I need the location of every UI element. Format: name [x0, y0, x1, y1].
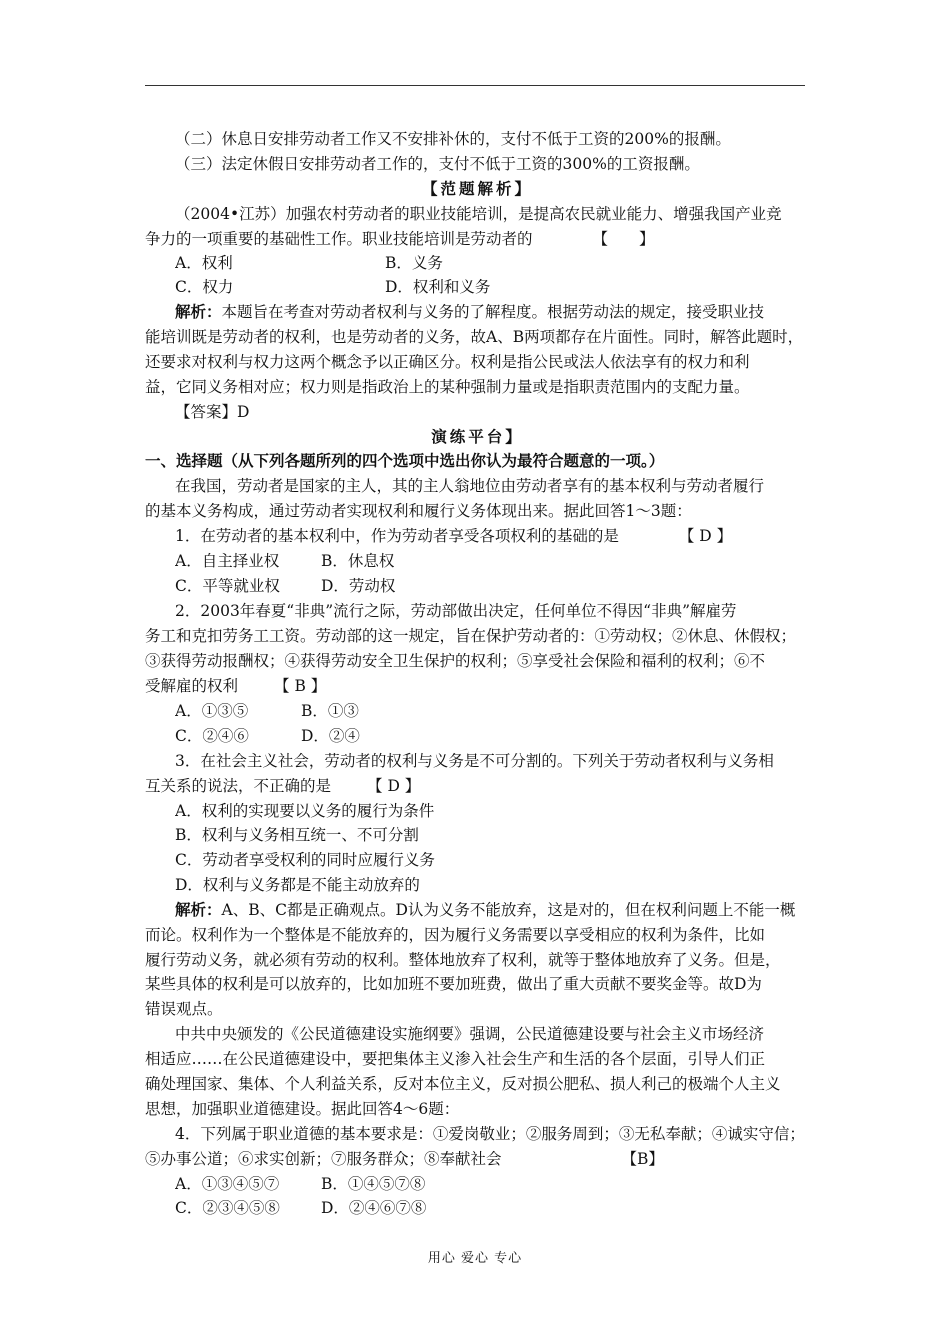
question-line: 3．在社会主义社会，劳动者的权利与义务是不可分割的。下列关于劳动者权利与义务相 — [175, 752, 774, 770]
text-line — [145, 673, 810, 699]
option: B．①④⑤⑦⑧ — [321, 1175, 426, 1193]
question-text: ⑤办事公道；⑥求实创新；⑦服务群众；⑧奉献社会 — [145, 1150, 502, 1168]
option-row — [175, 250, 810, 276]
text-line: 思想，加强职业道德建设。据此回答4～6题： — [145, 1100, 460, 1118]
text-line: 在我国，劳动者是国家的主人，其的主人翁地位由劳动者享有的基本权利与劳动者履行 — [175, 477, 765, 495]
question-line: 4．下列属于职业道德的基本要求是：①爱岗敬业；②服务周到；③无私奉献；④诚实守信； — [175, 1125, 805, 1143]
question-text: 受解雇的权利 — [145, 677, 239, 695]
text-line: 而论。权利作为一个整体是不能放弃的，因为履行义务需要以享受相应的权利为条件，比如 — [145, 926, 766, 944]
text-line: （三）法定休假日安排劳动者工作的，支付不低于工资的300%的工资报酬。 — [175, 155, 700, 173]
option-row — [175, 573, 810, 599]
option: D．劳动权 — [321, 577, 396, 595]
text-line: 还要求对权利与权力这两个概念予以正确区分。权利是指公民或法人依法享有的权力和利 — [145, 353, 750, 371]
option-row — [175, 1195, 810, 1221]
text-line: 务工和克扣劳务工工资。劳动部的这一规定，旨在保护劳动者的：①劳动权；②休息、休假权； — [145, 627, 797, 645]
analysis-label: 解析： — [175, 302, 222, 321]
answer-line: 【答案】D — [175, 403, 250, 421]
option: C．平等就业权 — [175, 577, 280, 595]
text-line — [175, 299, 810, 325]
option-row — [175, 1171, 810, 1197]
option: A．权利的实现要以义务的履行为条件 — [175, 802, 435, 820]
answer-bracket: 【 】 — [592, 230, 655, 248]
question-line — [175, 523, 810, 549]
option: A．①③⑤ — [175, 702, 249, 720]
header-rule — [145, 85, 805, 86]
text-line: 能培训既是劳动者的权利，也是劳动者的义务，故A、B两项都存在片面性。同时，解答此题时， — [145, 328, 804, 346]
option: C．②③④⑤⑧ — [175, 1199, 280, 1217]
text-line: 确处理国家、集体、个人利益关系，反对本位主义，反对损公肥私、损人利己的极端个人主义 — [145, 1075, 781, 1093]
option-row — [175, 548, 810, 574]
option: B．义务 — [385, 254, 443, 272]
analysis-text: 本题旨在考查对劳动者权利与义务的了解程度。根据劳动法的规定，接受职业技 — [221, 303, 765, 321]
option: A．权利 — [175, 254, 233, 272]
option: C．②④⑥ — [175, 727, 249, 745]
answer-bracket: 【 D 】 — [367, 777, 421, 795]
option: D．②④ — [301, 727, 360, 745]
question-text: 争力的一项重要的基础性工作。职业技能培训是劳动者的 — [145, 230, 533, 248]
text-line: ③获得劳动报酬权；④获得劳动安全卫生保护的权利；⑤享受社会保险和福利的权利；⑥不 — [145, 652, 766, 670]
section-heading: 演练平台】 — [431, 427, 524, 446]
question-line: 2．2003年春夏“非典”流行之际，劳动部做出决定，任何单位不得因“非典”解雇劳 — [175, 602, 737, 620]
option-row — [175, 723, 810, 749]
question-text: 1．在劳动者的基本权利中，作为劳动者享受各项权利的基础的是 — [175, 527, 619, 545]
section-title: 一、选择题（从下列各题所列的四个选项中选出你认为最符合题意的一项。） — [145, 451, 665, 470]
question-text: 互关系的说法，不正确的是 — [145, 777, 332, 795]
option: A．自主择业权 — [175, 552, 280, 570]
text-line: （二）休息日安排劳动者工作又不安排补休的，支付不低于工资的200%的报酬。 — [175, 130, 731, 148]
option: B．权利与义务相互统一、不可分割 — [175, 826, 419, 844]
option: D．②④⑥⑦⑧ — [321, 1199, 427, 1217]
text-line — [145, 773, 810, 799]
option: D．权利与义务都是不能主动放弃的 — [175, 876, 420, 894]
text-line: 的基本义务构成，通过劳动者实现权利和履行义务体现出来。据此回答1～3题： — [145, 502, 692, 520]
option: C．劳动者享受权利的同时应履行义务 — [175, 851, 435, 869]
option: C．权力 — [175, 278, 234, 296]
option: A．①③④⑤⑦ — [175, 1175, 280, 1193]
answer-bracket: 【 B 】 — [274, 677, 327, 695]
answer-bracket: 【 D 】 — [678, 527, 733, 545]
page-footer: 用心 爱心 专心 — [427, 1251, 523, 1266]
option: B．①③ — [301, 702, 359, 720]
text-line: （2004•江苏）加强农村劳动者的职业技能培训，是提高农民就业能力、增强我国产业竞 — [175, 205, 782, 223]
text-line: 履行劳动义务，就必须有劳动的权利。整体地放弃了权利，就等于整体地放弃了义务。但是， — [145, 951, 781, 969]
text-line: 某些具体的权利是可以放弃的，比如加班不要加班费，做出了重大贡献不要奖金等。故D为 — [145, 975, 762, 993]
text-line: 错误观点。 — [145, 1000, 223, 1018]
text-line: 中共中央颁发的《公民道德建设实施纲要》强调，公民道德建设要与社会主义市场经济 — [175, 1025, 765, 1043]
option-row — [175, 274, 810, 300]
option: B．休息权 — [321, 552, 395, 570]
text-line — [145, 1146, 810, 1172]
analysis-text: A、B、C都是正确观点。D认为义务不能放弃，这是对的，但在权利问题上不能一概 — [221, 901, 796, 919]
option-row — [175, 698, 810, 724]
text-line — [145, 226, 810, 252]
section-heading: 【范题解析】 — [421, 179, 533, 198]
option: D．权利和义务 — [385, 278, 491, 296]
text-line — [175, 897, 810, 923]
answer-bracket: 【B】 — [621, 1150, 664, 1168]
text-line: 相适应……在公民道德建设中，要把集体主义渗入社会生产和生活的各个层面，引导人们正 — [145, 1050, 766, 1068]
analysis-label: 解析： — [175, 900, 222, 919]
text-line: 益，它同义务相对应；权力则是指政治上的某种强制力量或是指职责范围内的支配力量。 — [145, 378, 750, 396]
